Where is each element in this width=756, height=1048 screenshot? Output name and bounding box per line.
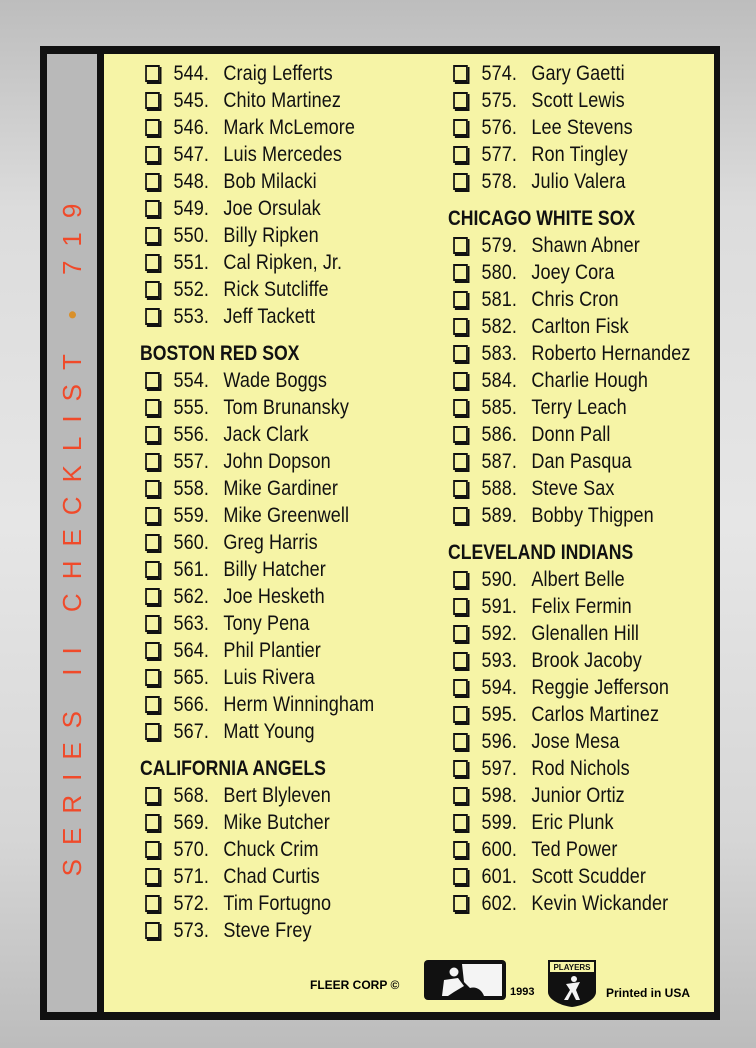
card-number: 550. [173, 223, 210, 247]
player-name: Carlton Fisk [531, 314, 629, 338]
checklist-row [140, 610, 374, 637]
checklist-row [448, 475, 691, 502]
card-number: 565. [173, 665, 210, 689]
checkbox[interactable] [145, 146, 160, 163]
side-title-text: SERIES II CHECKLIST [57, 340, 87, 877]
checkbox[interactable] [453, 598, 468, 615]
player-name: Mike Gardiner [223, 476, 338, 500]
checklist-row [448, 836, 691, 863]
checklist-row [448, 259, 691, 286]
checklist-row [140, 917, 374, 944]
checkbox[interactable] [145, 372, 160, 389]
checkbox[interactable] [145, 507, 160, 524]
player-name: Steve Frey [223, 918, 312, 942]
player-name: Billy Ripken [223, 223, 319, 247]
checklist-row [140, 890, 374, 917]
card-number: 568. [173, 783, 210, 807]
player-name: Julio Valera [531, 169, 626, 193]
player-name: Mike Butcher [223, 810, 330, 834]
player-name: Donn Pall [531, 422, 611, 446]
checkbox[interactable] [453, 291, 468, 308]
player-name: Chris Cron [531, 287, 619, 311]
card-number: 587. [481, 449, 518, 473]
card-number: 556. [173, 422, 210, 446]
checklist-row [140, 583, 374, 610]
player-name: Jack Clark [223, 422, 309, 446]
mlb-logo [424, 960, 506, 1000]
card-number: 584. [481, 368, 518, 392]
checkbox[interactable] [453, 507, 468, 524]
checkbox[interactable] [453, 868, 468, 885]
player-name: Gary Gaetti [531, 61, 625, 85]
side-number: 719 [57, 189, 87, 276]
card-number: 583. [481, 341, 518, 365]
player-name: Dan Pasqua [531, 449, 632, 473]
player-name: Scott Scudder [531, 864, 646, 888]
player-name: Chad Curtis [223, 864, 320, 888]
player-name: Roberto Hernandez [531, 341, 691, 365]
checkbox[interactable] [145, 895, 160, 912]
checkbox[interactable] [453, 372, 468, 389]
card-number: 566. [173, 692, 210, 716]
player-name: Ted Power [531, 837, 618, 861]
checklist-row [140, 421, 374, 448]
player-name: Tom Brunansky [223, 395, 350, 419]
checkbox[interactable] [145, 399, 160, 416]
player-name: Albert Belle [531, 567, 625, 591]
checkbox[interactable] [453, 841, 468, 858]
checkbox[interactable] [145, 588, 160, 605]
player-name: Matt Young [223, 719, 315, 743]
player-name: Jose Mesa [531, 729, 620, 753]
card-number: 579. [481, 233, 518, 257]
checklist-row [140, 141, 374, 168]
card-number: 585. [481, 395, 518, 419]
checklist-row [448, 87, 691, 114]
team-heading: BOSTON RED SOX [140, 341, 300, 365]
card-number: 591. [481, 594, 518, 618]
player-name: Eric Plunk [531, 810, 614, 834]
checkbox[interactable] [145, 92, 160, 109]
card-number: 574. [481, 61, 518, 85]
card-number: 555. [173, 395, 210, 419]
checklist-row [448, 863, 691, 890]
checklist-row [448, 340, 691, 367]
player-name: Jeff Tackett [223, 304, 316, 328]
checklist-row [448, 620, 691, 647]
player-name: Brook Jacoby [531, 648, 642, 672]
checklist-row [448, 286, 691, 313]
card-number: 561. [173, 557, 210, 581]
card-number: 589. [481, 503, 518, 527]
card-number: 569. [173, 810, 210, 834]
checkbox[interactable] [453, 318, 468, 335]
player-name: Joe Hesketh [223, 584, 325, 608]
card-number: 599. [481, 810, 518, 834]
checklist-row [140, 836, 374, 863]
checkbox[interactable] [453, 571, 468, 588]
card-number: 590. [481, 567, 518, 591]
player-name: Felix Fermin [531, 594, 632, 618]
card-number: 602. [481, 891, 518, 915]
card-number: 593. [481, 648, 518, 672]
player-name: Charlie Hough [531, 368, 648, 392]
player-name: Steve Sax [531, 476, 615, 500]
checkbox[interactable] [145, 227, 160, 244]
checklist-row [448, 367, 691, 394]
checkbox[interactable] [145, 254, 160, 271]
checkbox[interactable] [453, 733, 468, 750]
card-number: 581. [481, 287, 518, 311]
card-number: 571. [173, 864, 210, 888]
copyright-year: 1993 [510, 986, 535, 998]
checkbox[interactable] [145, 841, 160, 858]
checklist-row [140, 529, 374, 556]
card-number: 564. [173, 638, 210, 662]
checkbox[interactable] [453, 706, 468, 723]
checkbox[interactable] [453, 652, 468, 669]
player-name: Bobby Thigpen [531, 503, 654, 527]
player-name: Joe Orsulak [223, 196, 321, 220]
player-name: Shawn Abner [531, 233, 640, 257]
card-number: 601. [481, 864, 518, 888]
checklist-row [140, 664, 374, 691]
checklist-row [140, 556, 374, 583]
checklist-row [140, 863, 374, 890]
player-name: Glenallen Hill [531, 621, 640, 645]
card-number: 580. [481, 260, 518, 284]
checkbox[interactable] [145, 534, 160, 551]
checklist-row [140, 809, 374, 836]
card-number: 547. [173, 142, 210, 166]
checklist-row [448, 782, 691, 809]
checkbox[interactable] [145, 696, 160, 713]
player-name: Terry Leach [531, 395, 627, 419]
checklist-row [448, 674, 691, 701]
card-number: 546. [173, 115, 210, 139]
player-name: Ron Tingley [531, 142, 628, 166]
checklist-row [140, 168, 374, 195]
checkbox[interactable] [453, 453, 468, 470]
player-name: Cal Ripken, Jr. [223, 250, 343, 274]
checkbox[interactable] [453, 625, 468, 642]
checkbox[interactable] [145, 868, 160, 885]
checklist-row [448, 232, 691, 259]
player-name: Carlos Martinez [531, 702, 660, 726]
checkbox[interactable] [453, 787, 468, 804]
checklist-row [448, 647, 691, 674]
checklist-row [448, 593, 691, 620]
player-name: Tony Pena [223, 611, 310, 635]
checklist-row [448, 728, 691, 755]
card-number: 596. [481, 729, 518, 753]
checklist-row [140, 114, 374, 141]
card-number: 562. [173, 584, 210, 608]
card-number: 578. [481, 169, 518, 193]
players-association-logo [546, 958, 598, 1008]
card-number: 548. [173, 169, 210, 193]
player-name: Bob Milacki [223, 169, 317, 193]
checklist-row [140, 691, 374, 718]
card-number: 594. [481, 675, 518, 699]
checkbox[interactable] [453, 814, 468, 831]
checklist-right-column [448, 60, 730, 917]
player-name: Wade Boggs [223, 368, 328, 392]
checklist-row [448, 313, 691, 340]
player-name: Joey Cora [531, 260, 615, 284]
checkbox[interactable] [145, 814, 160, 831]
checklist-row [448, 701, 691, 728]
checkbox[interactable] [453, 264, 468, 281]
card-number: 559. [173, 503, 210, 527]
checkbox[interactable] [145, 65, 160, 82]
team-heading: CHICAGO WHITE SOX [448, 206, 636, 230]
checklist-row [140, 276, 374, 303]
checkbox[interactable] [145, 922, 160, 939]
checklist-row [448, 566, 691, 593]
card-number: 595. [481, 702, 518, 726]
side-title [58, 63, 86, 1003]
checklist-row [448, 890, 691, 917]
checklist-row [140, 60, 374, 87]
player-name: Kevin Wickander [531, 891, 669, 915]
checklist-row [448, 809, 691, 836]
player-name: Mike Greenwell [223, 503, 350, 527]
card-number: 558. [173, 476, 210, 500]
card-number: 600. [481, 837, 518, 861]
player-name: Reggie Jefferson [531, 675, 670, 699]
players-logo-text: PLAYERS [553, 963, 591, 972]
player-name: Tim Fortugno [223, 891, 332, 915]
checkbox[interactable] [145, 787, 160, 804]
player-name: Luis Mercedes [223, 142, 342, 166]
card-number: 552. [173, 277, 210, 301]
player-name: Bert Blyleven [223, 783, 331, 807]
checklist-row [140, 448, 374, 475]
card-number: 582. [481, 314, 518, 338]
player-name: Junior Ortiz [531, 783, 625, 807]
player-name: Scott Lewis [531, 88, 625, 112]
checkbox[interactable] [453, 895, 468, 912]
checkbox[interactable] [453, 760, 468, 777]
card-number: 544. [173, 61, 210, 85]
card-number: 567. [173, 719, 210, 743]
checkbox[interactable] [145, 453, 160, 470]
player-name: Craig Lefferts [223, 61, 333, 85]
checkbox[interactable] [145, 173, 160, 190]
checklist-row [140, 475, 374, 502]
checkbox[interactable] [145, 426, 160, 443]
player-name: Rod Nichols [531, 756, 630, 780]
checkbox[interactable] [145, 281, 160, 298]
checkbox[interactable] [453, 119, 468, 136]
checkbox[interactable] [145, 669, 160, 686]
printed-in-usa: Printed in USA [606, 986, 691, 1000]
card-number: 576. [481, 115, 518, 139]
checkbox[interactable] [453, 345, 468, 362]
checklist-row [448, 114, 691, 141]
player-name: Chito Martinez [223, 88, 342, 112]
checklist-row [140, 87, 374, 114]
fleer-copyright: FLEER CORP © [310, 978, 400, 992]
card-number: 572. [173, 891, 210, 915]
player-name: Mark McLemore [223, 115, 355, 139]
card-number: 573. [173, 918, 210, 942]
checklist-left-column [140, 60, 412, 944]
team-heading: CALIFORNIA ANGELS [140, 756, 326, 780]
card-number: 575. [481, 88, 518, 112]
player-name: John Dopson [223, 449, 331, 473]
checklist-row [448, 421, 691, 448]
checklist-row [140, 303, 374, 330]
card-number: 551. [173, 250, 210, 274]
player-name: Chuck Crim [223, 837, 319, 861]
checklist-row [448, 448, 691, 475]
player-name: Luis Rivera [223, 665, 315, 689]
checkbox[interactable] [453, 146, 468, 163]
checkbox[interactable] [145, 308, 160, 325]
checkbox[interactable] [453, 679, 468, 696]
checkbox[interactable] [145, 615, 160, 632]
player-name: Greg Harris [223, 530, 318, 554]
card-number: 598. [481, 783, 518, 807]
checklist-row [140, 195, 374, 222]
checkbox[interactable] [453, 92, 468, 109]
card-number: 553. [173, 304, 210, 328]
checklist-row [448, 141, 691, 168]
checklist-row [448, 168, 691, 195]
checklist-row [140, 637, 374, 664]
checkbox[interactable] [145, 642, 160, 659]
player-name: Herm Winningham [223, 692, 375, 716]
checklist-row [140, 502, 374, 529]
card-number: 557. [173, 449, 210, 473]
card-number: 592. [481, 621, 518, 645]
checkbox[interactable] [145, 561, 160, 578]
player-name: Billy Hatcher [223, 557, 326, 581]
checklist-row [448, 60, 691, 87]
card-number: 570. [173, 837, 210, 861]
checklist-row [140, 394, 374, 421]
team-heading: CLEVELAND INDIANS [448, 540, 634, 564]
card-number: 597. [481, 756, 518, 780]
player-name: Phil Plantier [223, 638, 321, 662]
card-number: 586. [481, 422, 518, 446]
checklist-row [448, 755, 691, 782]
checkbox[interactable] [453, 399, 468, 416]
card-number: 577. [481, 142, 518, 166]
checkbox[interactable] [145, 119, 160, 136]
checkbox[interactable] [453, 65, 468, 82]
player-name: Rick Sutcliffe [223, 277, 329, 301]
checkbox[interactable] [453, 480, 468, 497]
checkbox[interactable] [145, 723, 160, 740]
card-number: 554. [173, 368, 210, 392]
checkbox[interactable] [453, 237, 468, 254]
player-name: Lee Stevens [531, 115, 633, 139]
checklist-row [140, 222, 374, 249]
checklist-row [448, 394, 691, 421]
card-number: 549. [173, 196, 210, 220]
checklist-row [140, 249, 374, 276]
checkbox[interactable] [453, 173, 468, 190]
checklist-row [448, 502, 691, 529]
card-number: 560. [173, 530, 210, 554]
card-number: 563. [173, 611, 210, 635]
checkbox[interactable] [453, 426, 468, 443]
card-number: 545. [173, 88, 210, 112]
checklist-row [140, 718, 374, 745]
card-number: 588. [481, 476, 518, 500]
checkbox[interactable] [145, 200, 160, 217]
checklist-row [140, 367, 374, 394]
side-dot: • [57, 296, 87, 320]
checkbox[interactable] [145, 480, 160, 497]
checklist-row [140, 782, 374, 809]
